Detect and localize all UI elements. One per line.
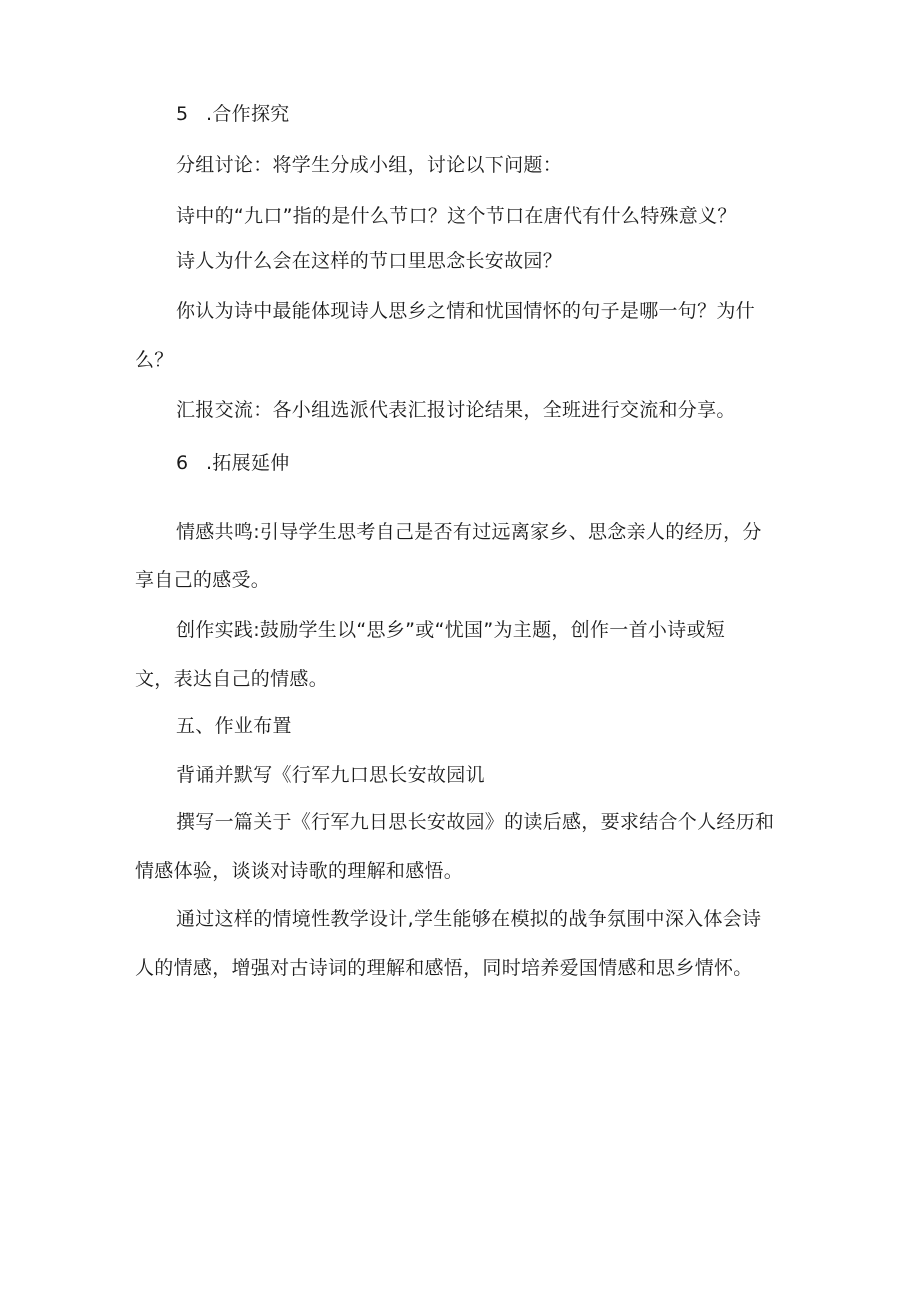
paragraph-conclusion-line-2: 人的情感，增强对古诗词的理解和感悟，同时培养爱国情感和思乡情怀。	[135, 957, 753, 979]
paragraph-emotion-line-1: 情感共鸣:引导学生思考自己是否有过远离家乡、思念亲人的经历，分	[176, 521, 762, 543]
paragraph-question-2: 诗人为什么会在这样的节口里思念长安故园？	[176, 250, 563, 272]
paragraph-conclusion-line-1: 通过这样的情境性教学设计,学生能够在模拟的战争氛围中深入体会诗	[176, 908, 762, 930]
section-title: .合作探究	[206, 103, 290, 125]
section-number: 6	[176, 452, 189, 474]
section-heading-6	[176, 451, 290, 475]
section-title: .拓展延伸	[206, 452, 290, 474]
paragraph-creation-line-2: 文，表达自己的情感。	[135, 668, 329, 690]
paragraph-report-exchange: 汇报交流：各小组选派代表汇报讨论结果，全班进行交流和分享。	[176, 399, 736, 421]
paragraph-group-discussion: 分组讨论：将学生分成小组，讨论以下问题：	[176, 154, 563, 176]
paragraph-emotion-line-2: 享自己的感受。	[135, 569, 271, 591]
paragraph-creation-line-1: 创作实践:鼓励学生以“思乡”或“忧国”为主题，创作一首小诗或短	[176, 619, 726, 641]
paragraph-homework-2-line-1: 撰写一篇关于《行军九日思长安故园》的读后感，要求结合个人经历和	[176, 811, 775, 833]
section-number: 5	[176, 103, 189, 125]
section-heading-homework: 五、作业布置	[176, 715, 292, 737]
section-heading-5	[176, 102, 290, 126]
paragraph-homework-2-line-2: 情感体验，谈谈对诗歌的理解和感悟。	[135, 860, 464, 882]
paragraph-question-1: 诗中的“九口”指的是什么节口？这个节口在唐代有什么特殊意义？	[176, 205, 737, 227]
paragraph-homework-1: 背诵并默写《行军九口思长安故园讥	[176, 764, 485, 786]
paragraph-question-3-line-1: 你认为诗中最能体现诗人思乡之情和忧国情怀的句子是哪一句？为什	[176, 300, 756, 322]
paragraph-question-3-line-2: 么？	[135, 349, 174, 371]
